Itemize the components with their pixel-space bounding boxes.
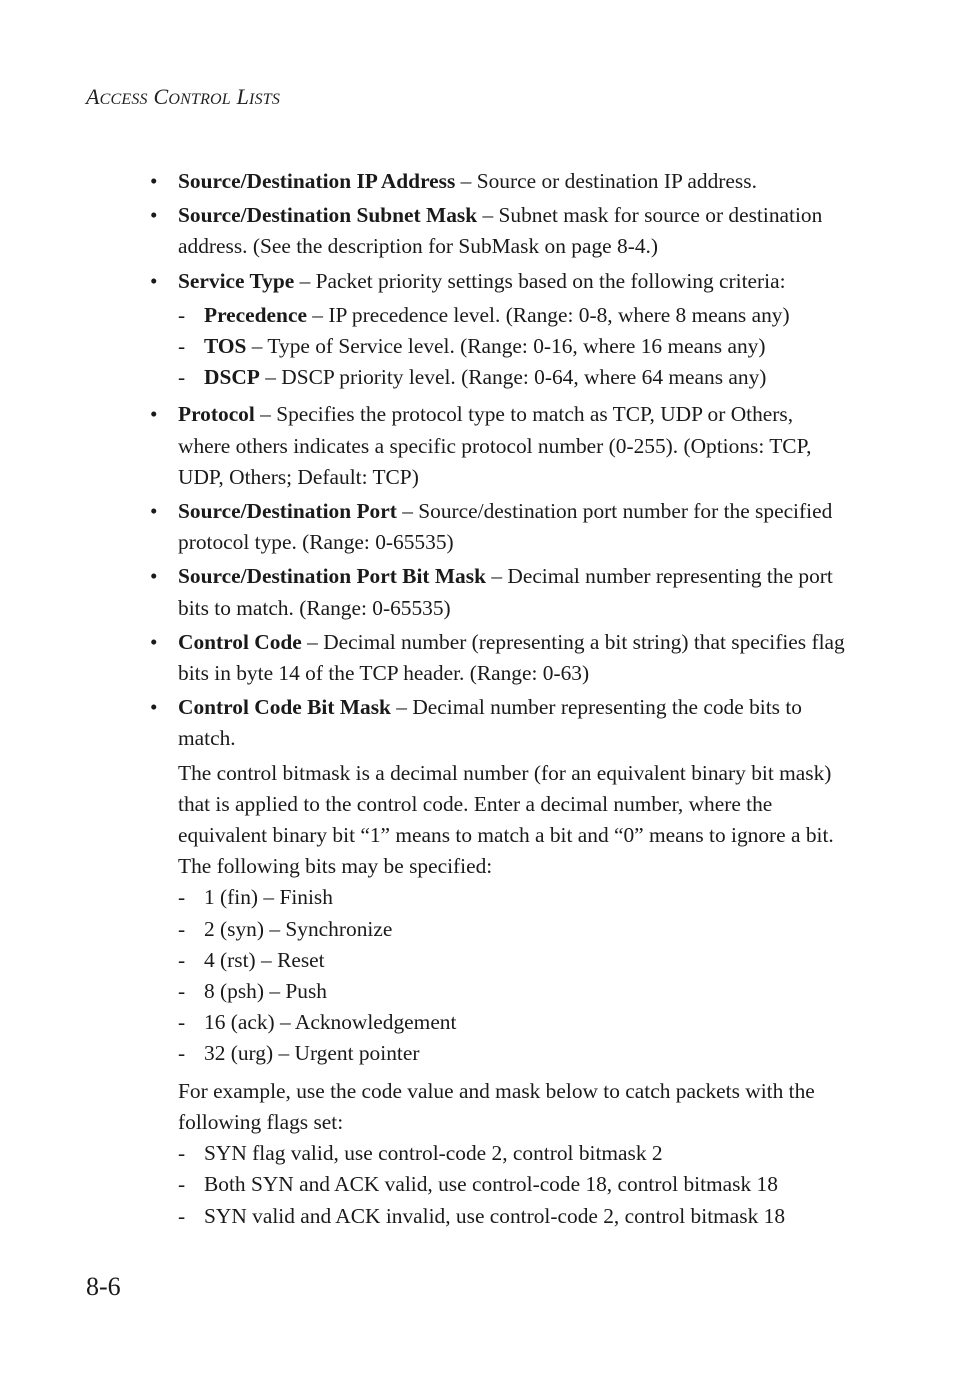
sub-item <box>150 300 850 331</box>
bullet-icon: • <box>150 268 158 293</box>
example-text: Both SYN and ACK valid, use control-code 18, control bitmask 18 <box>204 1172 778 1197</box>
item-desc: – Source/destination port number for the specified protocol type. (Range: 0-65535) <box>178 499 833 555</box>
header-initial: C <box>153 84 169 109</box>
header-smallcaps: ISTS <box>249 91 281 108</box>
bullet-icon: • <box>150 695 158 720</box>
item-desc: – Source or destination IP address. <box>455 169 757 193</box>
bit-item <box>150 945 850 976</box>
item-desc: – Subnet mask for source or destination address. (See the description for SubMask on page 8-4.) <box>178 203 823 259</box>
bit-text: 8 (psh) – Push <box>204 979 328 1004</box>
bullet-icon: • <box>150 169 158 193</box>
dash-icon: - <box>178 1203 186 1228</box>
dash-icon: - <box>178 916 186 941</box>
dash-icon: - <box>178 979 186 1004</box>
bit-text: 1 (fin) – Finish <box>204 885 333 910</box>
bullet-icon: • <box>150 203 158 228</box>
dash-icon: - <box>178 1172 186 1197</box>
sub-item <box>150 362 850 393</box>
item-term: Control Code <box>178 629 302 654</box>
bullet-icon: • <box>150 629 158 654</box>
sub-term: TOS <box>204 334 247 359</box>
sub-term: DSCP <box>204 365 260 390</box>
bit-item <box>150 1038 850 1069</box>
sub-desc: – IP precedence level. (Range: 0-8, where 8 means any) <box>306 302 790 327</box>
sub-term: Precedence <box>204 302 307 327</box>
bit-item <box>150 882 850 913</box>
item-desc: – Decimal number representing the code bits to match. <box>178 695 802 751</box>
header-initial: L <box>236 84 250 109</box>
page-body <box>150 166 850 1232</box>
bullet-icon: • <box>150 564 158 589</box>
item-desc: – Packet priority settings based on the following criteria: <box>294 268 786 293</box>
dash-icon: - <box>178 365 186 390</box>
dash-icon: - <box>178 334 186 359</box>
item-desc: – Specifies the protocol type to match as TCP, UDP or Others, where others indicates a specific protocol number (0-255). (Options: TCP, UDP, Others; Default: TCP) <box>178 402 812 489</box>
example-text: SYN valid and ACK invalid, use control-code 2, control bitmask 18 <box>204 1203 786 1228</box>
list-item <box>150 399 850 493</box>
sub-desc: – Type of Service level. (Range: 0-16, where 16 means any) <box>246 334 766 359</box>
item-term: Source/Destination IP Address <box>178 169 456 193</box>
example-item <box>150 1201 850 1232</box>
list-item <box>150 692 850 754</box>
list-item <box>150 200 850 262</box>
example-item <box>150 1138 850 1169</box>
header-smallcaps: ONTROL <box>168 91 231 108</box>
item-term: Source/Destination Port Bit Mask <box>178 564 486 589</box>
item-term: Service Type <box>178 268 295 293</box>
header-smallcaps: CCESS <box>99 91 148 108</box>
bit-text: 16 (ack) – Acknowledgement <box>204 1010 457 1035</box>
bit-text: 4 (rst) – Reset <box>204 947 325 972</box>
item-desc: – Decimal number representing the port bits to match. (Range: 0-65535) <box>178 564 833 620</box>
dash-icon: - <box>178 1010 186 1035</box>
dash-icon: - <box>178 885 186 910</box>
bit-item <box>150 914 850 945</box>
header-initial: A <box>86 84 100 109</box>
item-term: Source/Destination Subnet Mask <box>178 203 478 228</box>
list-item <box>150 266 850 297</box>
dash-icon: - <box>178 1141 186 1166</box>
bit-text: 32 (urg) – Urgent pointer <box>204 1041 420 1066</box>
item-desc: – Decimal number (representing a bit string) that specifies flag bits in byte 14 of the TCP header. (Range: 0-63) <box>178 629 845 686</box>
list-item <box>150 561 850 623</box>
list-item <box>150 166 850 197</box>
sub-item <box>150 331 850 362</box>
example-paragraph: For example, use the code value and mask below to catch packets with the following flags set: <box>178 1078 815 1134</box>
bullet-icon: • <box>150 499 158 524</box>
item-term: Protocol <box>178 402 255 427</box>
bit-item <box>150 1007 850 1038</box>
sub-desc: – DSCP priority level. (Range: 0-64, where 64 means any) <box>259 365 767 390</box>
bit-item <box>150 976 850 1007</box>
dash-icon: - <box>178 1041 186 1066</box>
page-number: 8-6 <box>86 1272 121 1301</box>
list-item <box>150 627 850 689</box>
bit-text: 2 (syn) – Synchronize <box>204 916 393 941</box>
dash-icon: - <box>178 302 186 327</box>
example-item <box>150 1169 850 1200</box>
item-term: Source/Destination Port <box>178 499 397 524</box>
bitmask-paragraph: The control bitmask is a decimal number (for an equivalent binary bit mask) that is applied to the control code. Enter a decimal number, where the equivalent binary bit “1” means to match a bit and “0” means to ignore a bit. The following bits may be specified: <box>178 760 834 879</box>
item-term: Control Code Bit Mask <box>178 695 391 720</box>
list-item <box>150 496 850 558</box>
example-text: SYN flag valid, use control-code 2, control bitmask 2 <box>204 1141 663 1166</box>
running-header <box>86 84 280 110</box>
dash-icon: - <box>178 947 186 972</box>
bullet-icon: • <box>150 402 158 427</box>
